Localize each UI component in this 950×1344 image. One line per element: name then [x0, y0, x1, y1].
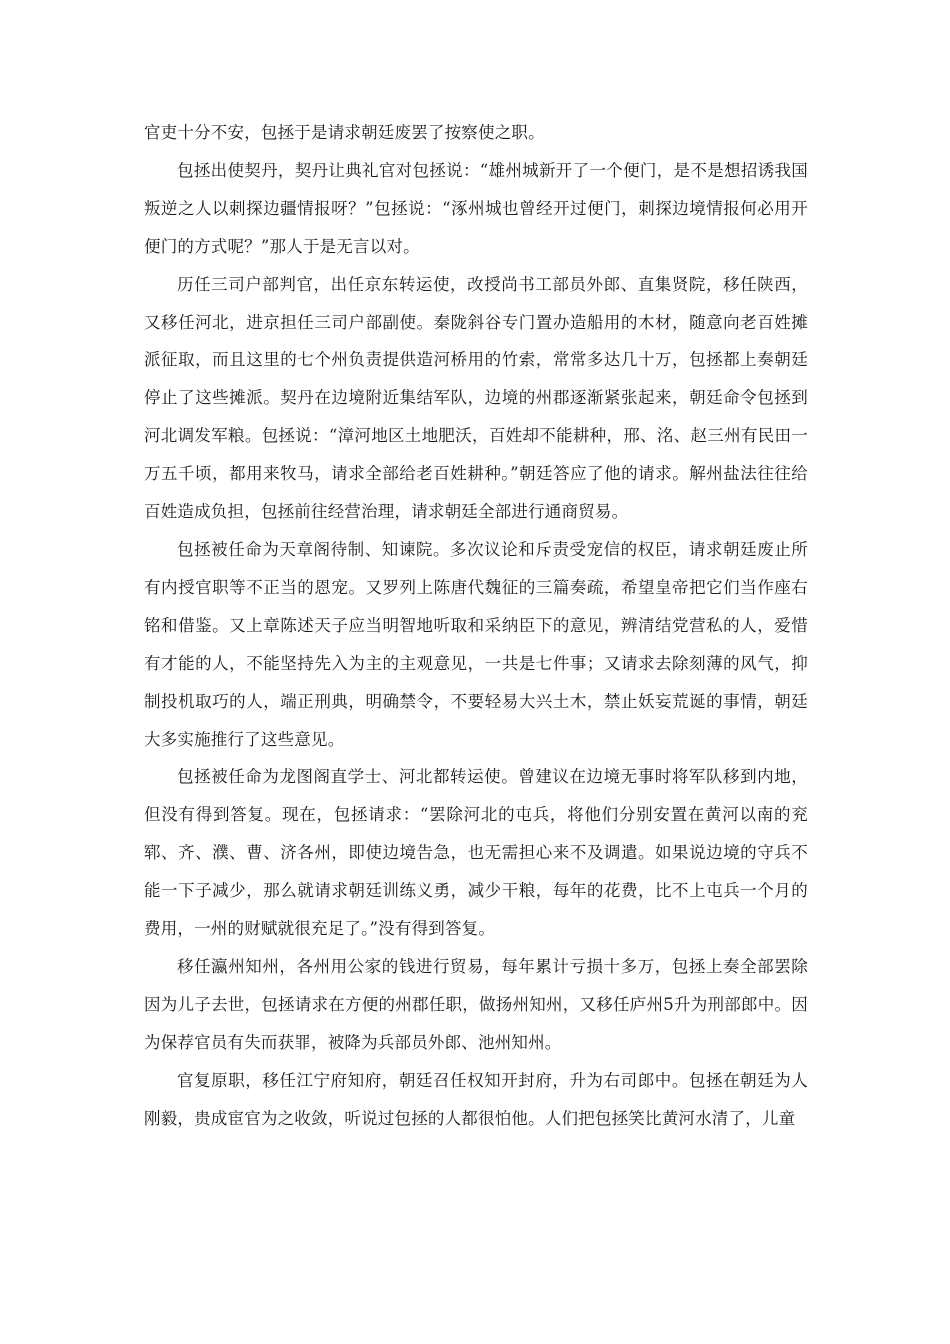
- paragraph-6: 移任瀛州知州，各州用公家的钱进行贸易，每年累计亏损十多万，包拯上奏全部罢除因为儿子去世，包拯请求在方便的州郡任职，做扬州知州，又移任庐州5升为刑部郎中。因为保荐官员有失而获罪，被降为兵部员外郎、池州知州。: [144, 956, 808, 1052]
- paragraph-7: 官复原职，移任江宁府知府，朝廷召任权知开封府，升为右司郎中。包拯在朝廷为人刚毅，贵成宦官为之收敛，听说过包拯的人都很怕他。人们把包拯笑比黄河水清了，儿童: [144, 1070, 808, 1128]
- document-body: [144, 114, 808, 1137]
- paragraph-2: 包拯出使契丹，契丹让典礼官对包拯说：“雄州城新开了一个便门，是不是想招诱我国叛逆之人以刺探边疆情报呀？”包拯说：“涿州城也曾经开过便门，刺探边境情报何必用开便门的方式呢？”那人于是无言以对。: [144, 160, 808, 256]
- paragraph-4: 包拯被任命为天章阁待制、知谏院。多次议论和斥责受宠信的权臣，请求朝廷废止所有内授官职等不正当的恩宠。又罗列上陈唐代魏征的三篇奏疏，希望皇帝把它们当作座右铭和借鉴。又上章陈述天子应当明智地听取和采纳臣下的意见，辨清结党营私的人，爱惜有才能的人，不能坚持先入为主的主观意见，一共是七件事；又请求去除刻薄的风气，抑制投机取巧的人，端正刑典，明确禁令，不要轻易大兴土木，禁止妖妄荒诞的事情，朝廷大多实施推行了这些意见。: [144, 539, 808, 749]
- paragraph-1: 官吏十分不安，包拯于是请求朝廷废罢了按察使之职。: [144, 123, 545, 142]
- paragraph-3: 历任三司户部判官，出任京东转运使，改授尚书工部员外郎、直集贤院，移任陕西，又移任河北，进京担任三司户部副使。秦陇斜谷专门置办造船用的木材，随意向老百姓摊派征取，而且这里的七个州负责提供造河桥用的竹索，常常多达几十万，包拯都上奏朝廷停止了这些摊派。契丹在边境附近集结军队，边境的州郡逐渐紧张起来，朝廷命令包拯到河北调发军粮。包拯说：“漳河地区土地肥沃，百姓却不能耕种，邢、洺、赵三州有民田一万五千顷，都用来牧马，请求全部给老百姓耕种。”朝廷答应了他的请求。解州盐法往往给百姓造成负担，包拯前往经营治理，请求朝廷全部进行通商贸易。: [144, 274, 808, 522]
- paragraph-5: 包拯被任命为龙图阁直学士、河北都转运使。曾建议在边境无事时将军队移到内地，但没有得到答复。现在，包拯请求：“罢除河北的屯兵，将他们分别安置在黄河以南的兖郓、齐、濮、曹、济各州，即使边境告急，也无需担心来不及调遣。如果说边境的守兵不能一下子减少，那么就请求朝廷训练义勇，减少干粮，每年的花费，比不上屯兵一个月的费用，一州的财赋就很充足了。”没有得到答复。: [144, 767, 808, 939]
